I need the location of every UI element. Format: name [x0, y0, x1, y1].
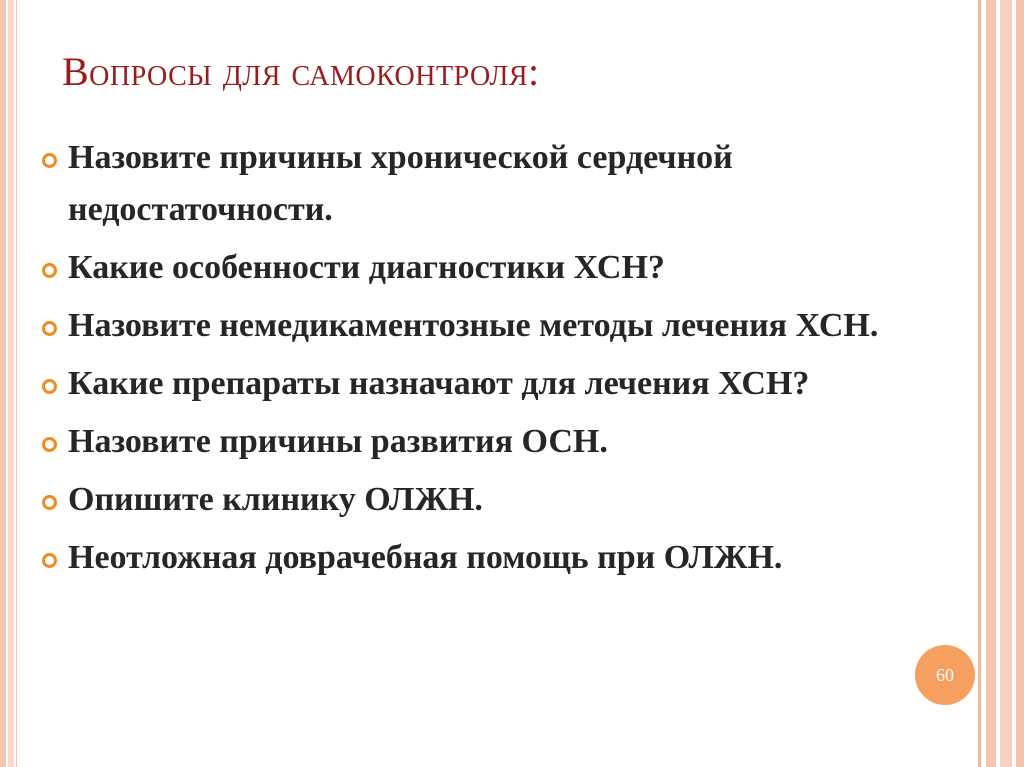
- ring-bullet-icon: [42, 321, 57, 336]
- list-item-text: Опишите клинику ОЛЖН.: [68, 481, 483, 518]
- left-border-line: [16, 0, 17, 767]
- list-item: [40, 358, 940, 410]
- ring-bullet-icon: [42, 153, 57, 168]
- list-item-text: Какие особенности диагностики ХСН?: [68, 249, 665, 286]
- list-item-text: Неотложная доврачебная помощь при ОЛЖН.: [68, 539, 783, 576]
- list-item: [40, 532, 940, 584]
- list-item-text: Назовите причины развития ОСН.: [68, 423, 608, 460]
- list-item-text: Назовите причины хронической сердечной недостаточности.: [68, 139, 733, 228]
- page-number-badge: 60: [915, 645, 975, 705]
- list-item: [40, 242, 940, 294]
- ring-bullet-icon: [42, 495, 57, 510]
- question-list: [40, 132, 940, 590]
- ring-bullet-icon: [42, 437, 57, 452]
- ring-bullet-icon: [42, 379, 57, 394]
- list-item: [40, 300, 940, 352]
- right-border-stripes: [978, 0, 1024, 767]
- list-item: [40, 132, 940, 236]
- list-item: [40, 474, 940, 526]
- list-item-text: Назовите немедикаментозные методы лечения ХСН.: [68, 307, 879, 344]
- ring-bullet-icon: [42, 553, 57, 568]
- list-item-text: Какие препараты назначают для лечения ХСН?: [68, 365, 810, 402]
- left-border-decoration: [0, 0, 14, 767]
- slide-title: Вопросы для самоконтроля:: [62, 49, 540, 94]
- list-item: [40, 416, 940, 468]
- ring-bullet-icon: [42, 263, 57, 278]
